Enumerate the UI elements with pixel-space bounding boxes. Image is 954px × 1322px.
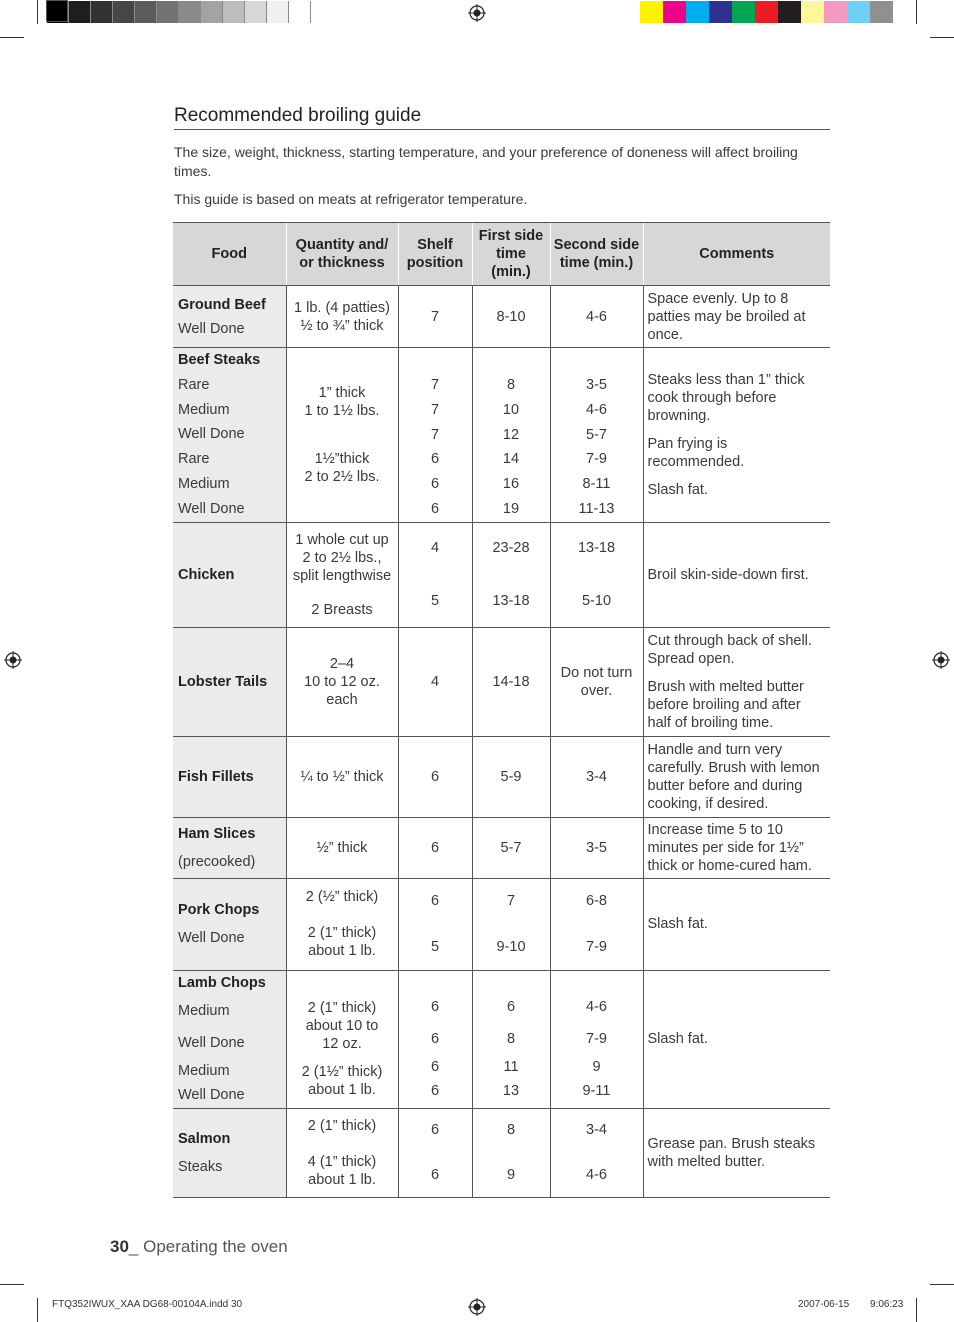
quantity-text: split lengthwise	[292, 567, 392, 584]
time-value: 5-10	[581, 593, 612, 610]
registration-mark-icon	[932, 651, 950, 669]
shelf-cell: 7	[398, 286, 472, 348]
gray-strip-frame	[46, 0, 68, 22]
shelf-value: 6	[430, 893, 440, 910]
comments-cell	[643, 627, 830, 736]
food-name: Ham Slices	[178, 825, 256, 842]
quantity-text: 1½”thick	[314, 450, 370, 467]
shelf-value: 6	[430, 999, 440, 1016]
gray-swatch	[91, 1, 113, 23]
quantity-text: about 10 to	[305, 1018, 379, 1035]
comment-text: Brush with melted butter before broiling and after half of broiling time.	[647, 678, 804, 731]
gray-swatch	[157, 1, 179, 23]
gray-swatch	[201, 1, 223, 23]
color-swatch	[663, 1, 686, 23]
food-name: Beef Steaks	[178, 352, 261, 369]
shelf-value: 6	[430, 1122, 440, 1139]
doneness-label: Well Done	[178, 426, 245, 443]
comments-cell: Broil skin-side-down first.	[643, 522, 830, 627]
quantity-cell	[286, 1108, 398, 1197]
second-time-cell: 3-4	[550, 736, 643, 817]
comments-cell: Handle and turn very carefully. Brush with lemon butter before and during cooking, if desired.	[643, 736, 830, 817]
quantity-text: about 1 lb.	[308, 943, 376, 960]
time-value: 8-11	[582, 476, 611, 493]
time-value: 5-7	[586, 426, 607, 443]
first-time-cell	[472, 348, 550, 523]
shelf-value: 6	[430, 500, 440, 517]
table-row	[173, 817, 830, 878]
crop-mark	[916, 0, 917, 24]
comments-cell: Increase time 5 to 10 minutes per side for 1½” thick or home-cured ham.	[643, 817, 830, 878]
food-cell	[173, 970, 286, 1108]
crop-mark	[37, 0, 38, 24]
comment-text: Steaks less than 1” thick cook through before browning.	[647, 371, 805, 424]
column-header: Comments	[643, 223, 830, 286]
doneness-label: Well Done	[178, 930, 245, 947]
doneness-label: (precooked)	[178, 853, 256, 870]
food-cell	[173, 627, 286, 736]
color-swatch	[801, 1, 824, 23]
gray-swatch	[179, 1, 201, 23]
section-name: _ Operating the oven	[128, 1237, 288, 1256]
first-time-cell	[472, 970, 550, 1108]
time-value: 19	[502, 500, 520, 517]
table-row	[173, 627, 830, 736]
gray-swatch	[245, 1, 267, 23]
doneness-label: Rare	[178, 376, 210, 393]
doneness-label: Medium	[178, 1003, 230, 1020]
food-name: Lamb Chops	[178, 975, 266, 992]
quantity-text: 2 to 2½ lbs.	[304, 468, 380, 485]
first-time-cell: 8-10	[472, 286, 550, 348]
registration-mark-icon	[4, 651, 22, 669]
quantity-text: 12 oz.	[322, 1036, 362, 1053]
gray-calibration-strip	[47, 1, 311, 23]
time-value: 13-18	[492, 593, 530, 610]
doneness-label: Well Done	[178, 500, 245, 517]
second-time-cell	[550, 878, 643, 970]
crop-mark	[0, 37, 24, 38]
registration-mark-icon	[468, 1298, 486, 1316]
comments-cell: Grease pan. Brush steaks with melted butter.	[643, 1108, 830, 1197]
first-time-cell: 14-18	[472, 627, 550, 736]
table-row	[173, 1108, 830, 1197]
comment-text: Slash fat.	[647, 481, 708, 498]
quantity-text: about 1 lb.	[308, 1171, 376, 1188]
shelf-value: 6	[430, 1059, 440, 1076]
food-name: Lobster Tails	[178, 673, 268, 690]
broiling-guide-table	[173, 222, 830, 1198]
time-value: 8	[506, 1122, 516, 1139]
doneness-label: Medium	[178, 476, 230, 493]
crop-mark	[0, 1284, 24, 1285]
shelf-cell: 6	[398, 817, 472, 878]
quantity-cell	[286, 348, 398, 523]
page-number: 30	[110, 1237, 129, 1256]
quantity-text: 2 (1” thick)	[307, 1000, 377, 1017]
color-swatch	[755, 1, 778, 23]
time-value: 4-6	[586, 999, 607, 1016]
comments-cell: Space evenly. Up to 8 patties may be broiled at once.	[643, 286, 830, 348]
doneness-label: Steaks	[178, 1158, 223, 1175]
shelf-cell: 6	[398, 736, 472, 817]
page-footer	[110, 1237, 288, 1257]
food-name: Ground Beef	[178, 296, 266, 313]
quantity-text: 2 to 2½ lbs.,	[302, 549, 382, 566]
table-row	[173, 348, 830, 523]
time-value: 23-28	[492, 540, 530, 557]
food-cell	[173, 1108, 286, 1197]
shelf-value: 4	[430, 540, 440, 557]
first-time-cell	[472, 522, 550, 627]
intro-paragraph: This guide is based on meats at refrigerator temperature.	[174, 191, 528, 207]
page-title: Recommended broiling guide	[174, 105, 830, 130]
food-name: Salmon	[178, 1130, 231, 1147]
comments-cell	[643, 348, 830, 523]
doneness-label: Well Done	[178, 1087, 245, 1104]
column-header: Quantity and/ or thickness	[286, 223, 398, 286]
time-value: 13-18	[577, 540, 616, 557]
column-header: First side time (min.)	[472, 223, 550, 286]
slug-time: 9:06:23	[870, 1299, 904, 1310]
column-header: Second side time (min.)	[550, 223, 643, 286]
doneness-label: Well Done	[178, 1035, 245, 1052]
table-row	[173, 286, 830, 348]
quantity-cell	[286, 286, 398, 348]
shelf-value: 6	[430, 1167, 440, 1184]
comments-cell: Slash fat.	[643, 970, 830, 1108]
comment-text: Cut through back of shell. Spread open.	[647, 632, 812, 667]
table-row	[173, 736, 830, 817]
shelf-cell: 4	[398, 627, 472, 736]
quantity-cell: ¼ to ½” thick	[286, 736, 398, 817]
second-time-cell	[550, 970, 643, 1108]
quantity-text: 1 to 1½ lbs.	[304, 402, 380, 419]
shelf-cell	[398, 522, 472, 627]
first-time-cell	[472, 878, 550, 970]
time-value: 3-4	[586, 1122, 607, 1139]
quantity-cell	[286, 627, 398, 736]
quantity-cell	[286, 970, 398, 1108]
crop-mark	[930, 37, 954, 38]
quantity-text: about 1 lb.	[308, 1082, 376, 1099]
shelf-cell	[398, 348, 472, 523]
color-swatch	[870, 1, 893, 23]
color-swatch	[778, 1, 801, 23]
time-value: 11	[503, 1059, 519, 1076]
quantity-cell	[286, 878, 398, 970]
shelf-cell	[398, 970, 472, 1108]
second-time-cell: Do not turn over.	[550, 627, 643, 736]
quantity-text: 2 (1” thick)	[307, 1117, 377, 1134]
quantity-text: 2–4	[329, 655, 355, 672]
food-cell	[173, 817, 286, 878]
registration-mark-icon	[468, 4, 486, 22]
color-calibration-strip	[640, 1, 893, 23]
shelf-value: 5	[430, 593, 440, 610]
time-value: 6-8	[586, 893, 607, 910]
column-header: Shelf position	[398, 223, 472, 286]
file-slug: FTQ352IWUX_XAA DG68-00104A.indd 30	[52, 1299, 243, 1310]
crop-mark	[916, 1298, 917, 1322]
crop-mark	[37, 1298, 38, 1322]
time-value: 3-5	[586, 377, 607, 393]
second-time-cell	[550, 1108, 643, 1197]
time-value: 16	[502, 476, 520, 493]
quantity-text: 10 to 12 oz.	[304, 673, 380, 690]
gray-swatch	[289, 1, 311, 23]
color-swatch	[847, 1, 870, 23]
time-value: 10	[502, 401, 520, 418]
color-swatch	[732, 1, 755, 23]
time-value: 8	[506, 377, 516, 393]
food-cell	[173, 736, 286, 817]
second-time-cell	[550, 522, 643, 627]
food-name: Chicken	[178, 566, 235, 583]
time-value: 14	[502, 451, 520, 468]
quantity-cell	[286, 522, 398, 627]
food-cell	[173, 522, 286, 627]
time-value: 7	[506, 893, 516, 910]
quantity-text: 2 (1½” thick)	[301, 1064, 383, 1081]
color-swatch	[640, 1, 663, 23]
food-name: Pork Chops	[178, 902, 260, 919]
time-value: 11-13	[578, 500, 615, 517]
doneness-label: Well Done	[178, 320, 245, 337]
table-row	[173, 878, 830, 970]
first-time-cell: 5-7	[472, 817, 550, 878]
food-name: Fish Fillets	[178, 768, 254, 785]
shelf-value: 6	[430, 1031, 440, 1048]
second-time-cell	[550, 348, 643, 523]
shelf-value: 7	[430, 426, 440, 443]
color-swatch	[709, 1, 732, 23]
time-value: 12	[502, 426, 520, 443]
gray-swatch	[69, 1, 91, 23]
time-value: 9-11	[582, 1083, 611, 1100]
column-header: Food	[173, 223, 286, 286]
quantity-text: 1 lb. (4 patties)	[294, 299, 390, 316]
gray-swatch	[223, 1, 245, 23]
time-value: 9	[506, 1167, 516, 1184]
crop-mark	[930, 1284, 954, 1285]
time-value: 4-6	[586, 1167, 607, 1184]
time-value: 9	[592, 1059, 601, 1076]
doneness-label: Rare	[178, 451, 210, 468]
shelf-cell	[398, 1108, 472, 1197]
quantity-text: 1 whole cut up	[295, 531, 389, 548]
doneness-label: Medium	[178, 401, 230, 418]
shelf-value: 7	[430, 377, 440, 393]
time-value: 4-6	[586, 401, 607, 418]
time-value: 8	[506, 1031, 516, 1048]
shelf-value: 7	[430, 401, 440, 418]
gray-swatch	[267, 1, 289, 23]
quantity-text: ½ to ¾” thick	[300, 317, 384, 334]
comment-text: Pan frying is recommended.	[647, 435, 745, 470]
time-value: 6	[506, 999, 516, 1016]
doneness-label: Medium	[178, 1063, 230, 1080]
shelf-value: 6	[430, 451, 440, 468]
second-time-cell: 3-5	[550, 817, 643, 878]
quantity-text: 2 Breasts	[311, 601, 373, 618]
shelf-value: 6	[430, 1083, 440, 1100]
food-cell	[173, 878, 286, 970]
quantity-text: 1” thick	[318, 384, 366, 401]
quantity-text: 2 (½” thick)	[305, 889, 379, 906]
color-swatch	[824, 1, 847, 23]
shelf-cell	[398, 878, 472, 970]
gray-swatch	[113, 1, 135, 23]
intro-paragraph: The size, weight, thickness, starting temperature, and your preference of doneness will affect broiling times.	[174, 144, 798, 179]
time-value: 13	[502, 1083, 520, 1100]
table-row	[173, 970, 830, 1108]
shelf-value: 6	[430, 476, 440, 493]
quantity-text: 2 (1” thick)	[307, 925, 377, 942]
first-time-cell	[472, 1108, 550, 1197]
first-time-cell: 5-9	[472, 736, 550, 817]
table-row	[173, 522, 830, 627]
comments-cell: Slash fat.	[643, 878, 830, 970]
quantity-cell: ½” thick	[286, 817, 398, 878]
gray-swatch	[135, 1, 157, 23]
table-header-row	[173, 223, 830, 286]
time-value: 7-9	[586, 451, 607, 468]
color-swatch	[686, 1, 709, 23]
shelf-value: 5	[430, 939, 440, 956]
food-cell	[173, 348, 286, 523]
quantity-text: 4 (1” thick)	[307, 1153, 377, 1170]
slug-date: 2007-06-15	[798, 1299, 850, 1310]
time-value: 9-10	[496, 939, 526, 956]
quantity-text: each	[326, 691, 358, 708]
time-value: 7-9	[586, 1031, 607, 1048]
food-cell	[173, 286, 286, 348]
second-time-cell: 4-6	[550, 286, 643, 348]
time-value: 7-9	[586, 939, 607, 956]
